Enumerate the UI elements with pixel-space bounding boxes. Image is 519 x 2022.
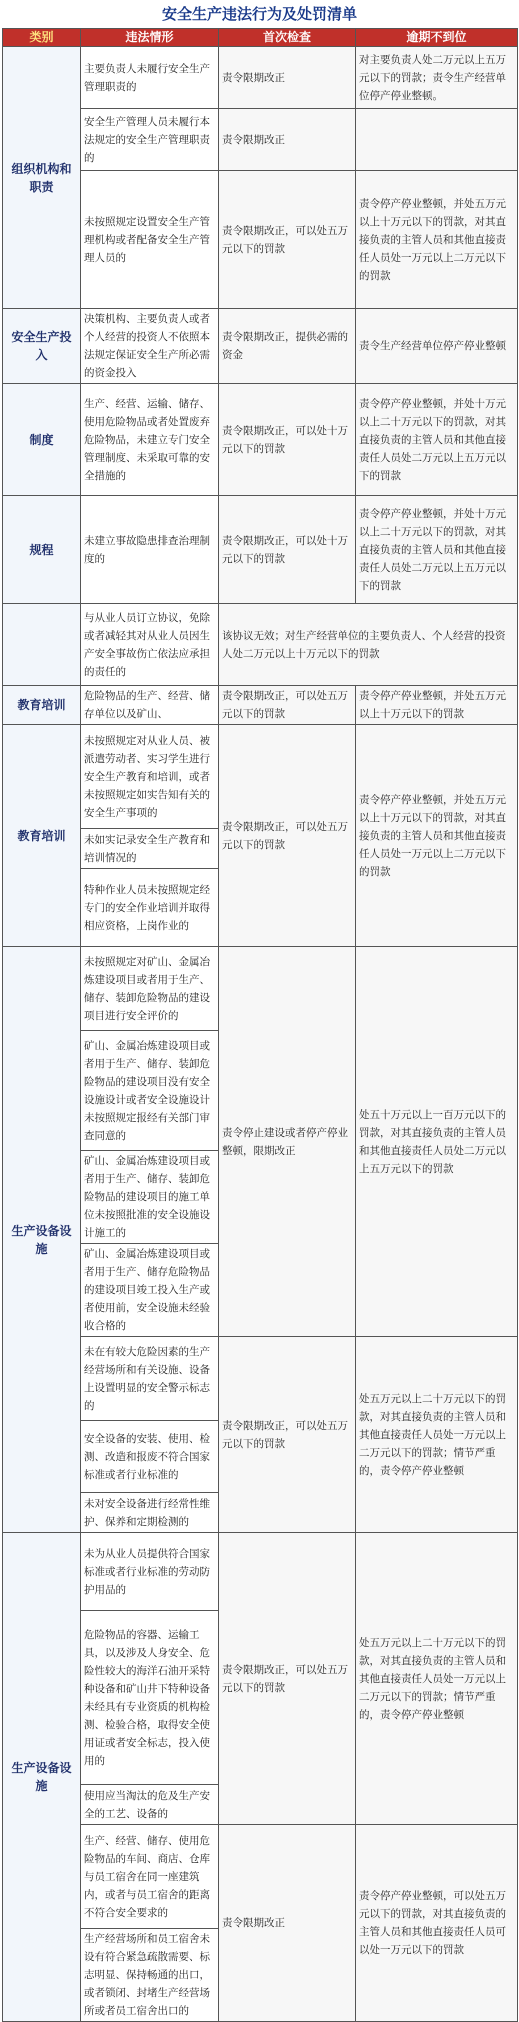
category-cell: 安全生产投入 bbox=[3, 309, 81, 384]
first-check-cell: 责令限期改正 bbox=[219, 47, 356, 109]
situation-cell: 未在有较大危险因素的生产经营场所和有关设施、设备上设置明显的安全警示标志的 bbox=[81, 1337, 219, 1421]
overdue-cell: 处五万元以上二十万元以下的罚款，对其直接负责的主管人员和其他直接责任人员处一万元以上二万元以下的罚款；情节严重的，责令停产停业整顿 bbox=[356, 1533, 518, 1825]
page-title: 安全生产违法行为及处罚清单 bbox=[161, 5, 357, 23]
situation-cell: 生产经营场所和员工宿舍未设有符合紧急疏散需要、标志明显、保持畅通的出口，或者锁闭、封堵生产经营场所或者员工宿舍出口的 bbox=[81, 1929, 219, 2022]
table-row bbox=[3, 725, 518, 829]
category-cell: 组织机构和职责 bbox=[3, 47, 81, 309]
category-cell bbox=[3, 604, 81, 686]
table-row bbox=[3, 496, 518, 604]
overdue-cell: 责令停产停业整顿，并处五万元以上十万元以下的罚款，对其直接负责的主管人员和其他直接责任人员处一万元以上二万元以下的罚款 bbox=[356, 725, 518, 947]
situation-cell: 危险物品的生产、经营、储存单位以及矿山、 bbox=[81, 686, 219, 725]
situation-cell: 生产、经营、储存、使用危险物品的车间、商店、仓库与员工宿舍在同一座建筑内，或者与员工宿舍的距离不符合安全要求的 bbox=[81, 1825, 219, 1929]
overdue-cell: 责令停产停业整顿，并处十万元以上二十万元以下的罚款，对其直接负责的主管人员和其他直接责任人员处二万元以上五万元以下的罚款 bbox=[356, 384, 518, 496]
table-row bbox=[3, 1533, 518, 1611]
overdue-cell: 责令停产停业整顿，并处十万元以上二十万元以下的罚款，对其直接负责的主管人员和其他直接责任人员处二万元以上五万元以下的罚款 bbox=[356, 496, 518, 604]
table-row bbox=[3, 1825, 518, 1929]
table-row bbox=[3, 171, 518, 309]
situation-cell: 与从业人员订立协议，免除或者减轻其对从业人员因生产安全事故伤亡依法应承担的责任的 bbox=[81, 604, 219, 686]
situation-cell: 未按照规定设置安全生产管理机构或者配备安全生产管理人员的 bbox=[81, 171, 219, 309]
situation-cell: 未对安全设备进行经常性维护、保养和定期检测的 bbox=[81, 1493, 219, 1533]
situation-cell: 特种作业人员未按照规定经专门的安全作业培训并取得相应资格，上岗作业的 bbox=[81, 869, 219, 947]
overdue-cell: 处五万元以上二十万元以下的罚款，对其直接负责的主管人员和其他直接责任人员处一万元以上二万元以下的罚款；情节严重的，责令停产停业整顿 bbox=[356, 1337, 518, 1533]
merged-penalty-cell: 该协议无效；对生产经营单位的主要负责人、个人经营的投资人处二万元以上十万元以下的罚款 bbox=[219, 604, 518, 686]
overdue-cell: 处五十万元以上一百万元以下的罚款，对其直接负责的主管人员和其他直接责任人员处二万元以上五万元以下的罚款 bbox=[356, 947, 518, 1337]
table-row bbox=[3, 947, 518, 1031]
first-check-cell: 责令限期改正，可以处五万元以下的罚款 bbox=[219, 686, 356, 725]
category-cell: 教育培训 bbox=[3, 686, 81, 725]
first-check-cell: 责令限期改正 bbox=[219, 1825, 356, 2022]
first-check-cell: 责令限期改正，可以处五万元以下的罚款 bbox=[219, 171, 356, 309]
situation-cell: 未按照规定对矿山、金属冶炼建设项目或者用于生产、储存、装卸危险物品的建设项目进行安全评价的 bbox=[81, 947, 219, 1031]
table-row bbox=[3, 384, 518, 496]
overdue-cell: 责令停产停业整顿，并处五万元以上十万元以下的罚款，对其直接负责的主管人员和其他直接责任人员处一万元以上二万元以下的罚款 bbox=[356, 171, 518, 309]
table-row bbox=[3, 604, 518, 686]
situation-cell: 使用应当淘汰的危及生产安全的工艺、设备的 bbox=[81, 1785, 219, 1825]
header-situation: 违法情形 bbox=[81, 29, 219, 47]
situation-cell: 未为从业人员提供符合国家标准或者行业标准的劳动防护用品的 bbox=[81, 1533, 219, 1611]
situation-cell: 安全设备的安装、使用、检测、改造和报废不符合国家标准或者行业标准的 bbox=[81, 1421, 219, 1493]
situation-cell: 安全生产管理人员未履行本法规定的安全生产管理职责的 bbox=[81, 109, 219, 171]
header-category: 类别 bbox=[3, 29, 81, 47]
situation-cell: 危险物品的容器、运输工具，以及涉及人身安全、危险性较大的海洋石油开采特种设备和矿山井下特种设备未经具有专业资质的机构检测、检验合格，取得安全使用证或者安全标志，投入使用的 bbox=[81, 1611, 219, 1785]
violation-table bbox=[2, 28, 518, 2022]
category-cell: 生产设备设施 bbox=[3, 1533, 81, 2022]
overdue-cell bbox=[356, 109, 518, 171]
overdue-cell: 责令停产停业整顿，可以处五万元以下的罚款，对其直接负责的主管人员和其他直接责任人员可以处一万元以下的罚款 bbox=[356, 1825, 518, 2022]
header-overdue: 逾期不到位 bbox=[356, 29, 518, 47]
table-row bbox=[3, 109, 518, 171]
first-check-cell: 责令停止建设或者停产停业整顿，限期改正 bbox=[219, 947, 356, 1337]
first-check-cell: 责令限期改正，可以处十万元以下的罚款 bbox=[219, 384, 356, 496]
first-check-cell: 责令限期改正，可以处五万元以下的罚款 bbox=[219, 725, 356, 947]
overdue-cell: 对主要负责人处二万元以上五万元以下的罚款；责令生产经营单位停产停业整顿。 bbox=[356, 47, 518, 109]
category-cell: 教育培训 bbox=[3, 725, 81, 947]
category-cell: 制度 bbox=[3, 384, 81, 496]
situation-cell: 决策机构、主要负责人或者个人经营的投资人不依照本法规定保证安全生产所必需的资金投入 bbox=[81, 309, 219, 384]
situation-cell: 未按照规定对从业人员、被派遣劳动者、实习学生进行安全生产教育和培训，或者未按照规定如实告知有关的安全生产事项的 bbox=[81, 725, 219, 829]
header-row bbox=[3, 29, 518, 47]
table-row bbox=[3, 309, 518, 384]
category-cell: 生产设备设施 bbox=[3, 947, 81, 1533]
situation-cell: 生产、经营、运输、储存、使用危险物品或者处置废弃危险物品，未建立专门安全管理制度、未采取可靠的安全措施的 bbox=[81, 384, 219, 496]
table-row bbox=[3, 1337, 518, 1421]
situation-cell: 主要负责人未履行安全生产管理职责的 bbox=[81, 47, 219, 109]
table-row bbox=[3, 47, 518, 109]
first-check-cell: 责令限期改正，可以处五万元以下的罚款 bbox=[219, 1533, 356, 1825]
first-check-cell: 责令限期改正，提供必需的资金 bbox=[219, 309, 356, 384]
category-cell: 规程 bbox=[3, 496, 81, 604]
first-check-cell: 责令限期改正，可以处五万元以下的罚款 bbox=[219, 1337, 356, 1533]
situation-cell: 矿山、金属冶炼建设项目或者用于生产、储存、装卸危险物品的建设项目没有安全设施设计或者安全设施设计未按照规定报经有关部门审查同意的 bbox=[81, 1031, 219, 1151]
situation-cell: 未建立事故隐患排查治理制度的 bbox=[81, 496, 219, 604]
situation-cell: 未如实记录安全生产教育和培训情况的 bbox=[81, 829, 219, 869]
overdue-cell: 责令生产经营单位停产停业整顿 bbox=[356, 309, 518, 384]
overdue-cell: 责令停产停业整顿，并处五万元以上十万元以下的罚款 bbox=[356, 686, 518, 725]
header-first-check: 首次检查 bbox=[219, 29, 356, 47]
first-check-cell: 责令限期改正，可以处十万元以下的罚款 bbox=[219, 496, 356, 604]
first-check-cell: 责令限期改正 bbox=[219, 109, 356, 171]
table-row bbox=[3, 686, 518, 725]
situation-cell: 矿山、金属冶炼建设项目或者用于生产、储存危险物品的建设项目竣工投入生产或者使用前，安全设施未经验收合格的 bbox=[81, 1244, 219, 1337]
situation-cell: 矿山、金属冶炼建设项目或者用于生产、储存、装卸危险物品的建设项目的施工单位未按照批准的安全设施设计施工的 bbox=[81, 1151, 219, 1244]
